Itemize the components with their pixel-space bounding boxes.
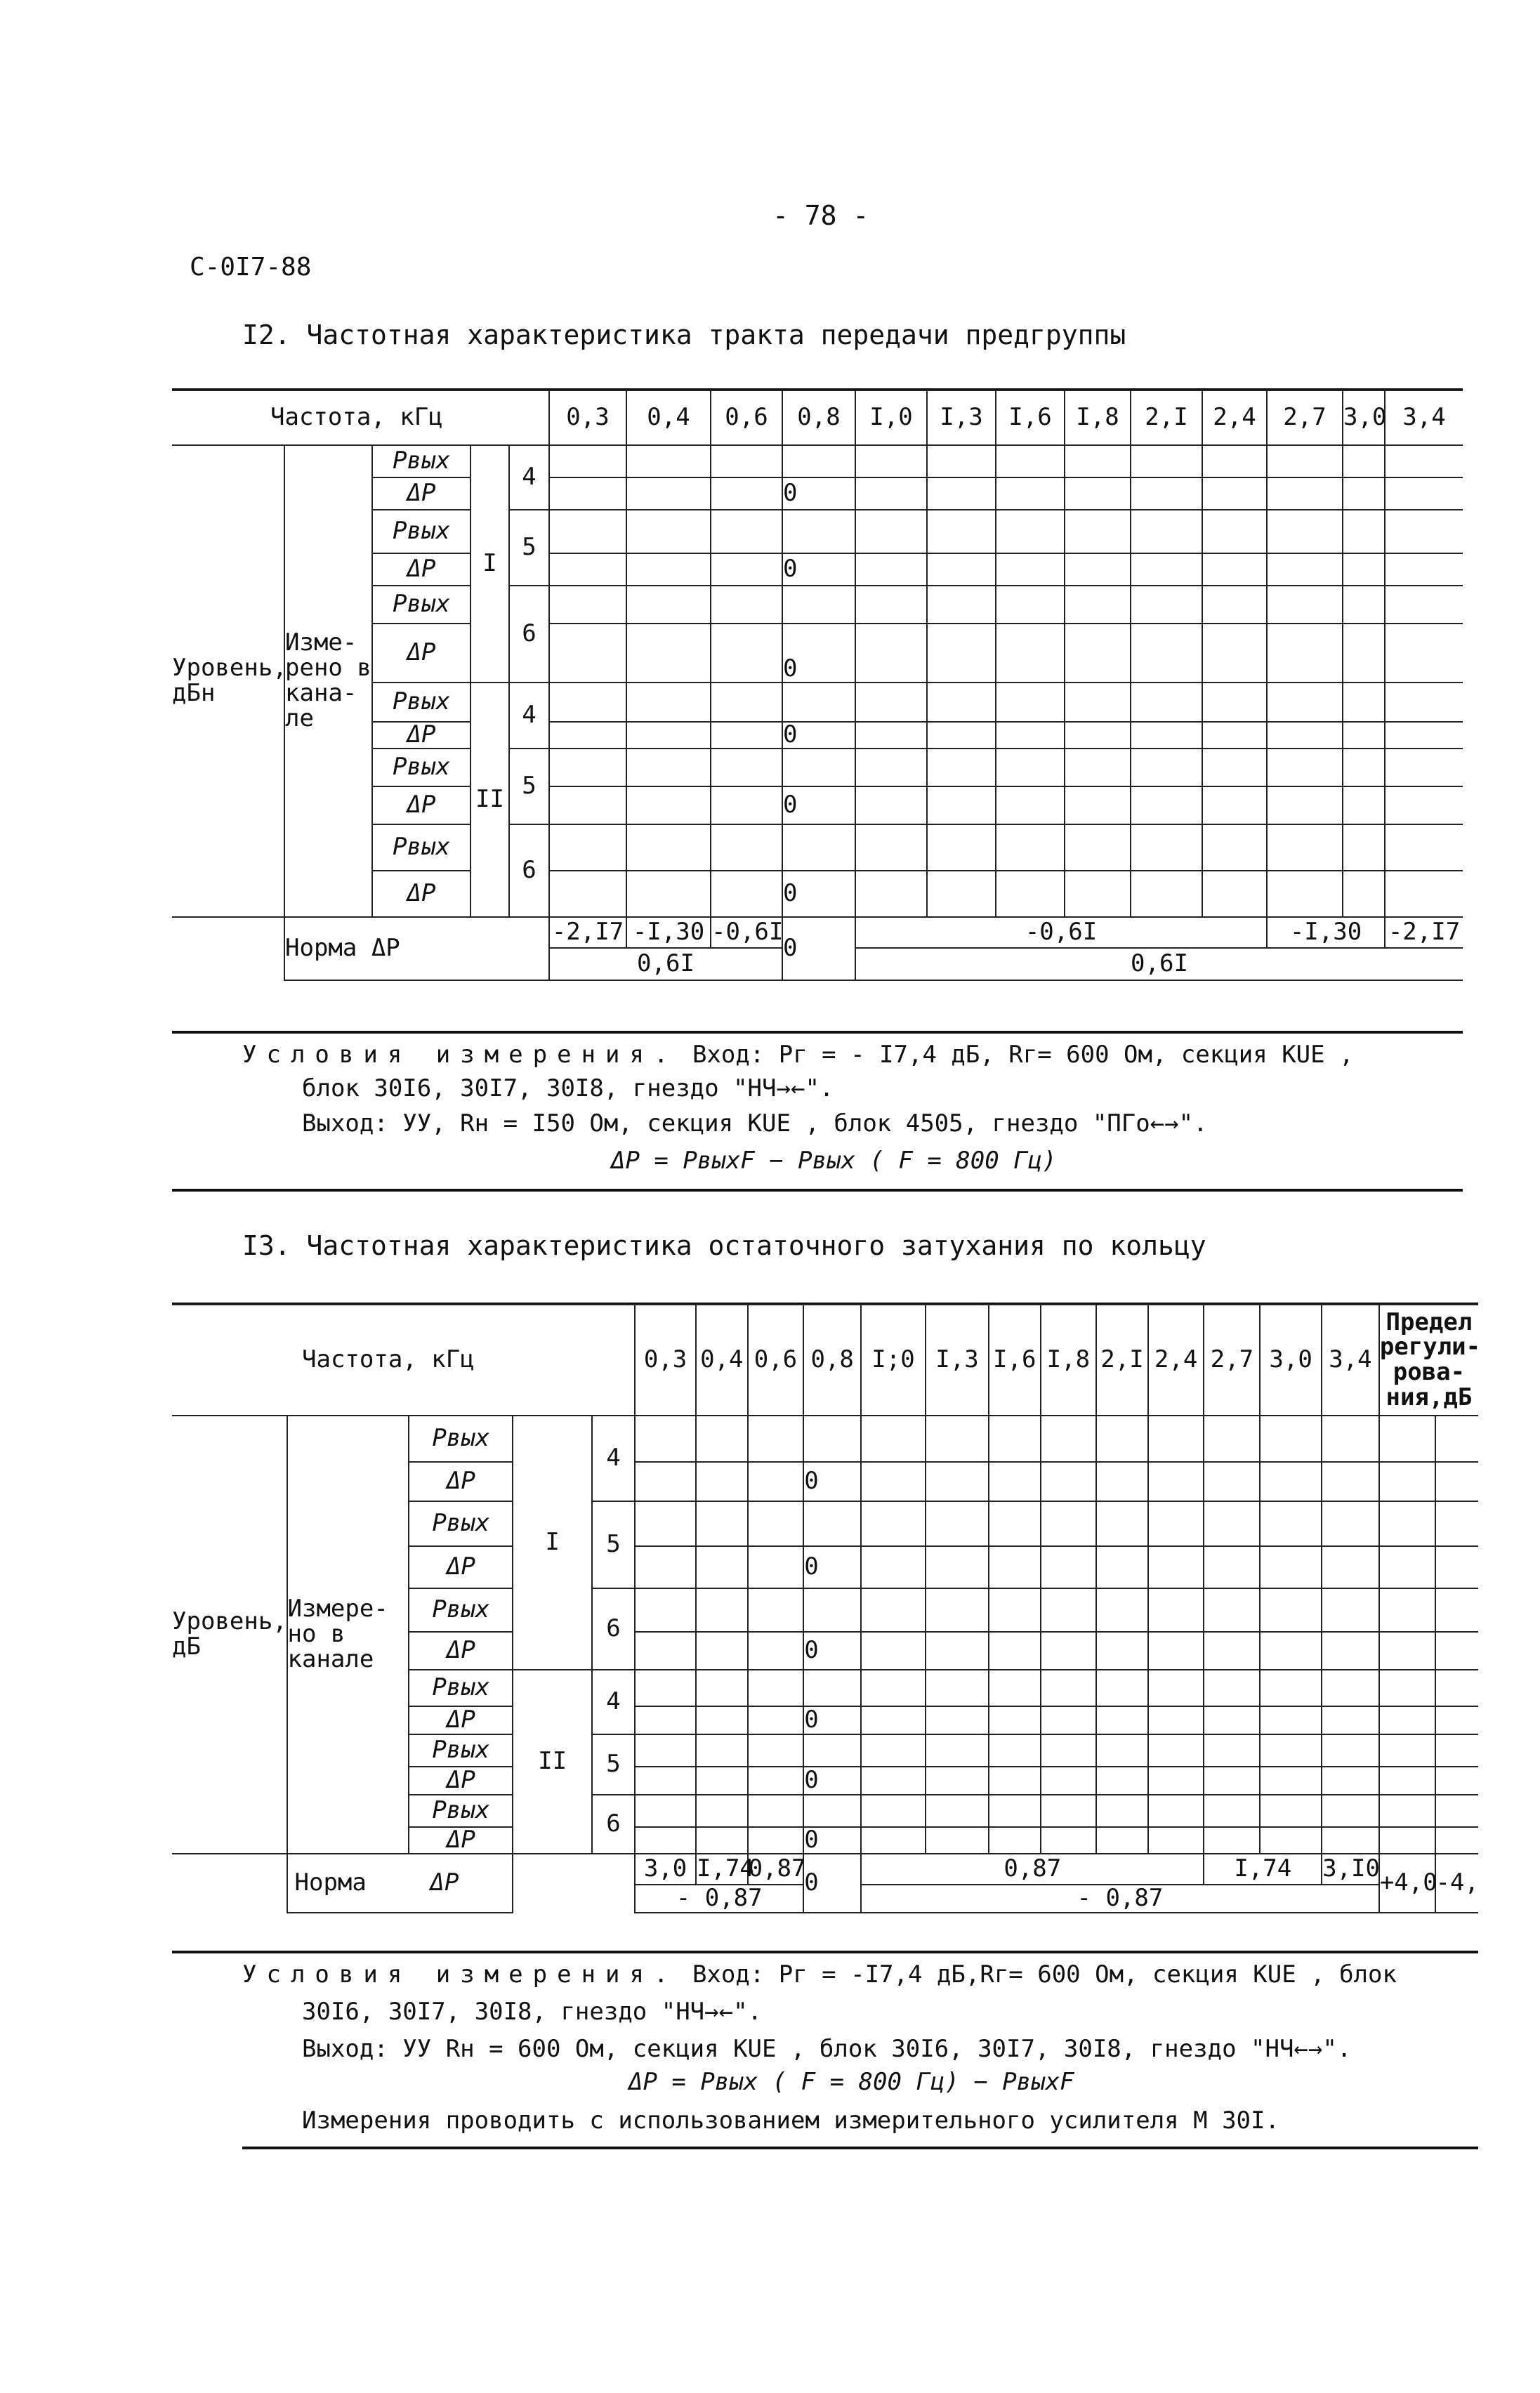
zero-cell: 0 [803, 1462, 861, 1501]
delta-p-label: ΔP [409, 1706, 513, 1734]
conditions-line: Вход: Pг = - I7,4 дБ, Rг= 600 Ом, секция KUE , [692, 1041, 1354, 1069]
table13-header-row [172, 1305, 1478, 1416]
freq-cell: 0,6 [711, 390, 782, 445]
table13 [172, 1304, 1481, 1913]
delta-p-label: ΔP [409, 1462, 513, 1501]
table12 [172, 390, 1463, 981]
page-number: - 78 - [772, 200, 869, 231]
freq-cell: I,8 [1041, 1305, 1097, 1416]
norm-value: -0,6I [855, 917, 1267, 948]
delta-p-label: ΔP [409, 1767, 513, 1795]
norm-value: -2,I7 [549, 917, 626, 948]
freq-cell: I,8 [1065, 390, 1131, 445]
delta-p-label: ΔP [409, 1827, 513, 1854]
conditions-line: Выход: УУ, Rн = I50 Ом, секция KUE , блок 4505, гнездо "ПГо←→". [302, 1109, 1208, 1138]
freq-cell: I,6 [996, 390, 1065, 445]
norm-label [287, 1854, 513, 1913]
p-out-label: Pвых [409, 1670, 513, 1706]
zero-cell: 0 [782, 722, 855, 749]
channel-label: 4 [592, 1670, 635, 1734]
p-out-label: Pвых [409, 1501, 513, 1546]
norm-value: 0,87 [748, 1854, 804, 1885]
table13-bottom-rule [172, 1951, 1478, 1953]
freq-cell: 2,4 [1148, 1305, 1204, 1416]
freq-cell: 0,3 [549, 390, 626, 445]
channel-label: 6 [509, 824, 549, 917]
delta-p-label: ΔP [372, 786, 470, 824]
p-out-label: Pвых [409, 1588, 513, 1632]
p-out-label: Pвых [372, 683, 470, 722]
freq-cell: 0,6 [748, 1305, 804, 1416]
freq-cell: I,3 [926, 1305, 989, 1416]
channel-label: 6 [592, 1588, 635, 1670]
zero-cell: 0 [782, 624, 855, 683]
delta-p-label: ΔP [372, 553, 470, 586]
norm-value: -I,30 [626, 917, 711, 948]
freq-cell: 2,7 [1204, 1305, 1260, 1416]
limit-header: Предел регули- рова- ния,дБ [1379, 1305, 1478, 1416]
freq-cell: 0,8 [803, 1305, 861, 1416]
channel-label: 4 [509, 683, 549, 749]
zero-cell: 0 [803, 1546, 861, 1588]
channel-label: 4 [509, 445, 549, 510]
measured-label: Изме- рено в кана- ле [284, 445, 372, 917]
norm-value: 0,87 [861, 1854, 1204, 1885]
p-out-label: Pвых [409, 1416, 513, 1462]
freq-cell: 0,3 [635, 1305, 696, 1416]
group-label: II [513, 1670, 591, 1854]
freq-cell: 3,4 [1385, 390, 1463, 445]
freq-cell: 2,7 [1267, 390, 1343, 445]
channel-label: 5 [592, 1734, 635, 1795]
norm-delta-label: ΔP [430, 1868, 459, 1897]
freq-cell: I,0 [855, 390, 927, 445]
freq-cell: 2,I [1096, 1305, 1148, 1416]
limit-value: -4, [1435, 1854, 1478, 1913]
table12-norm-row [172, 917, 1463, 948]
frequency-header: Частота, кГц [172, 1305, 635, 1416]
channel-label: 5 [509, 510, 549, 586]
section-separator [172, 1189, 1463, 1192]
norm-value: I,74 [696, 1854, 748, 1885]
p-out-label: Pвых [409, 1734, 513, 1767]
norm-label: Норма ΔP [284, 917, 549, 980]
conditions-line: 30I6, 30I7, 30I8, гнездо "НЧ→←". [302, 1998, 763, 2026]
channel-label: 4 [592, 1416, 635, 1501]
zero-cell: 0 [782, 553, 855, 586]
limit-value: +4,0 [1379, 1854, 1435, 1913]
zero-cell: 0 [782, 477, 855, 510]
delta-p-label: ΔP [409, 1632, 513, 1670]
norm-label-text: Норма [294, 1868, 367, 1897]
p-out-label: Pвых [372, 445, 470, 477]
table12-title: I2. Частотная характеристика тракта передачи предгруппы [242, 319, 1126, 350]
measured-label: Измере- но в канале [287, 1416, 409, 1854]
freq-cell: 2,I [1131, 390, 1202, 445]
zero-cell: 0 [803, 1632, 861, 1670]
norm-value: -2,I7 [1385, 917, 1463, 948]
level-label: Уровень, дБ [172, 1416, 287, 1854]
conditions-lead: Условия измерения. [242, 1041, 678, 1069]
freq-cell: I,6 [989, 1305, 1041, 1416]
conditions-formula: ΔP = PвыхF − Pвых ( F = 800 Гц) [611, 1147, 1057, 1175]
channel-label: 6 [509, 586, 549, 683]
norm-value: 3,0 [635, 1854, 696, 1885]
zero-cell: 0 [803, 1706, 861, 1734]
table13-conditions [242, 1960, 1397, 1989]
delta-p-label: ΔP [372, 722, 470, 749]
table13-norm-row [172, 1854, 1478, 1885]
delta-p-label: ΔP [409, 1546, 513, 1588]
norm-value: -I,30 [1267, 917, 1385, 948]
delta-p-label: ΔP [372, 477, 470, 510]
norm-value: - 0,87 [635, 1885, 803, 1913]
final-rule [242, 2147, 1478, 2149]
table13-title: I3. Частотная характеристика остаточного затухания по кольцу [242, 1230, 1206, 1261]
freq-cell: 3,0 [1343, 390, 1385, 445]
conditions-formula: ΔP = Pвых ( F = 800 Гц) − PвыхF [628, 2068, 1074, 2096]
norm-value: I,74 [1204, 1854, 1322, 1885]
freq-cell: 0,4 [626, 390, 711, 445]
table12-header-row [172, 390, 1463, 445]
norm-value: 0 [782, 917, 855, 980]
zero-cell: 0 [803, 1827, 861, 1854]
group-label: I [513, 1416, 591, 1670]
freq-cell: I;0 [861, 1305, 926, 1416]
conditions-line: Выход: УУ Rн = 600 Ом, секция KUE , блок 30I6, 30I7, 30I8, гнездо "НЧ←→". [302, 2035, 1352, 2063]
frequency-header: Частота, кГц [172, 390, 549, 445]
table12-conditions [242, 1041, 1354, 1069]
freq-cell: 0,4 [696, 1305, 748, 1416]
table12-bottom-rule [172, 1031, 1463, 1034]
norm-value: 0,6I [549, 948, 782, 980]
zero-cell: 0 [782, 871, 855, 917]
group-label: I [470, 445, 509, 683]
freq-cell: 3,4 [1322, 1305, 1379, 1416]
p-out-label: Pвых [372, 824, 470, 871]
p-out-label: Pвых [372, 749, 470, 786]
delta-p-label: ΔP [372, 871, 470, 917]
freq-cell: 3,0 [1260, 1305, 1322, 1416]
level-label: Уровень, дБн [172, 445, 284, 917]
freq-cell: I,3 [927, 390, 996, 445]
channel-label: 5 [509, 749, 549, 824]
p-out-label: Pвых [372, 510, 470, 553]
norm-value: 3,I0 [1322, 1854, 1379, 1885]
measurement-note: Измерения проводить с использованием измерительного усилителя М 30I. [302, 2107, 1279, 2135]
norm-value: - 0,87 [861, 1885, 1379, 1913]
zero-cell: 0 [803, 1767, 861, 1795]
channel-label: 5 [592, 1501, 635, 1588]
p-out-label: Pвых [372, 586, 470, 624]
zero-cell: 0 [782, 786, 855, 824]
channel-label: 6 [592, 1795, 635, 1854]
delta-p-label: ΔP [372, 624, 470, 683]
freq-cell: 0,8 [782, 390, 855, 445]
p-out-label: Pвых [409, 1795, 513, 1827]
norm-value: 0 [803, 1854, 861, 1913]
conditions-lead: Условия измерения. [242, 1960, 678, 1989]
norm-value: -0,6I [711, 917, 782, 948]
conditions-line: блок 30I6, 30I7, 30I8, гнездо "НЧ→←". [302, 1074, 834, 1102]
document-code: С-0I7-88 [190, 253, 312, 282]
group-label: II [470, 683, 509, 917]
conditions-line: Вход: Pг = -I7,4 дБ,Rг= 600 Ом, секция KUE , блок [692, 1960, 1397, 1989]
norm-value: 0,6I [855, 948, 1463, 980]
freq-cell: 2,4 [1202, 390, 1267, 445]
